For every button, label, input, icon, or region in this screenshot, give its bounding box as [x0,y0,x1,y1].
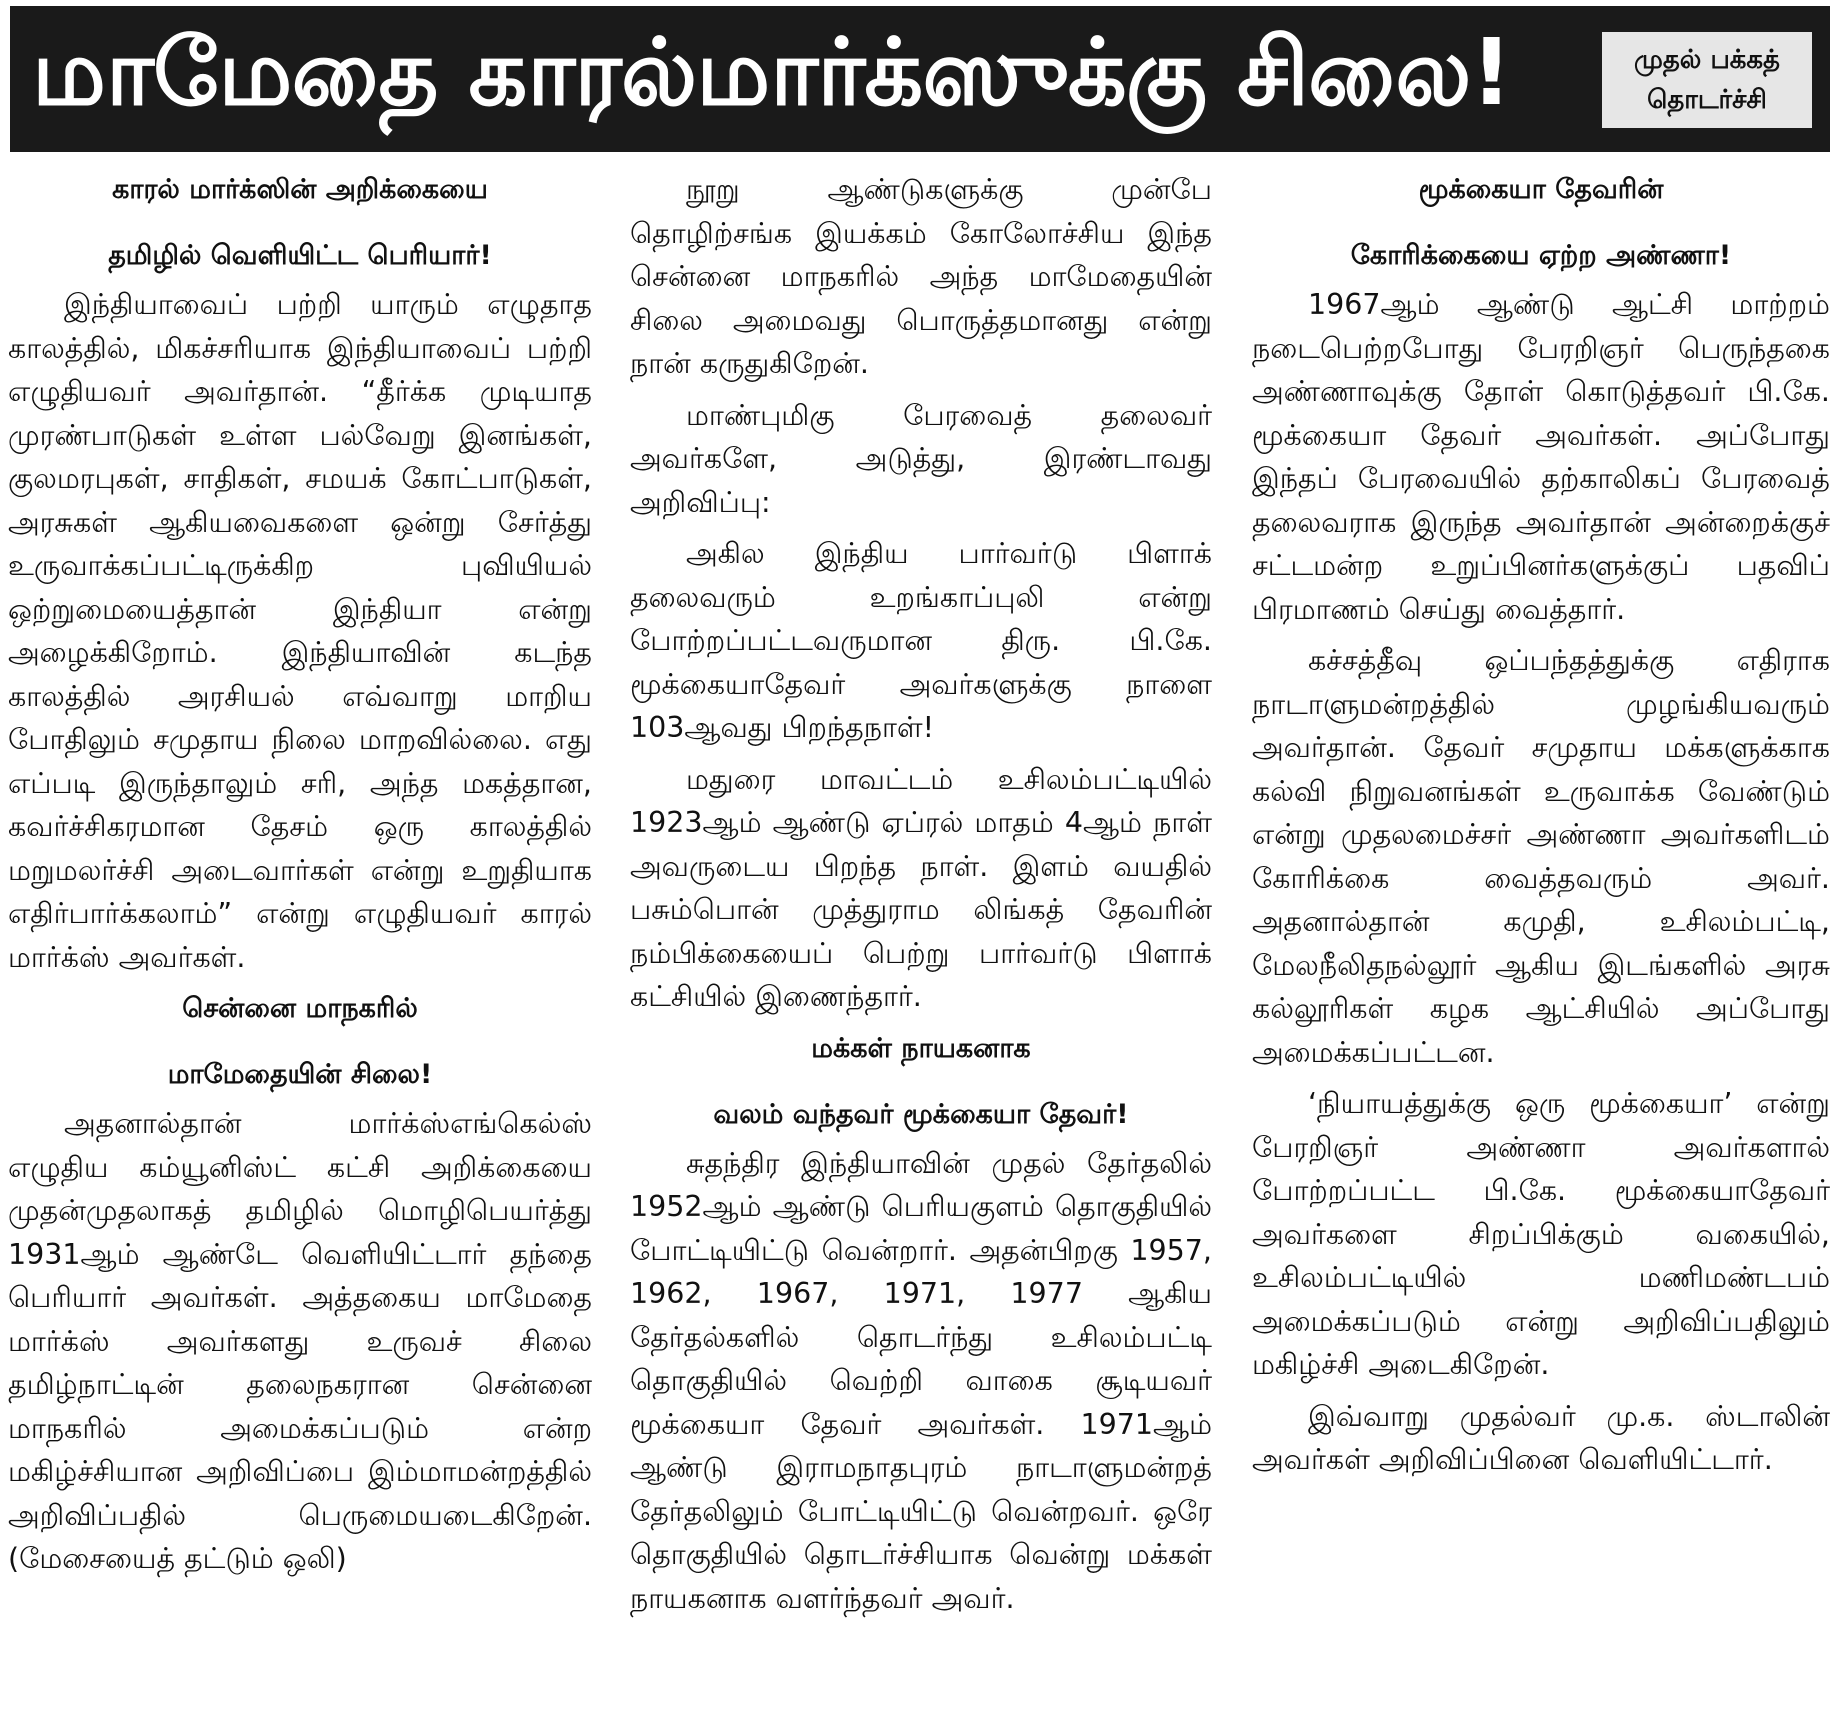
paragraph: அதனால்தான் மார்க்ஸ்எங்கெல்ஸ் எழுதிய கம்யூனிஸ்ட் கட்சி அறிக்கையை முதன்முதலாகத் தமிழில் மொழிபெயர்த்து 1931ஆம் ஆண்டே வெளியிட்டார் தந்தை பெரியார் அவர்கள். அத்தகைய மாமேதை மார்க்ஸ் அவர்களது உருவச் சிலை தமிழ்நாட்டின் தலைநகரான சென்னை மாநகரில் அமைக்கப்படும் என்ற மகிழ்ச்சியான அறிவிப்பை இம்மாமன்றத்தில் அறிவிப்பதில் பெருமையடைகிறேன். (மேசையைத் தட்டும் ஒலி) [8,1107,592,1575]
subheading-line2: மாமேதையின் சிலை! [167,1059,433,1090]
continuation-line2: தொடர்ச்சி [1647,85,1767,115]
paragraph: சுதந்திர இந்தியாவின் முதல் தேர்தலில் 1952ஆம் ஆண்டு பெரியகுளம் தொகுதியில் போட்டியிட்டு வென்றார். அதன்பிறகு 1957, 1962, 1967, 1971, 1977 ஆகிய தேர்தல்களில் தொடர்ந்து உசிலம்பட்டி தொகுதியில் வெற்றி வாகை சூடியவர் மூக்கையா தேவர் அவர்கள். 1971ஆம் ஆண்டு இராமநாதபுரம் நாடாளுமன்றத் தேர்தலிலும் போட்டியிட்டு வென்றவர். ஒரே தொகுதியில் தொடர்ச்சியாக வென்று மக்கள் நாயகனாக வளர்ந்தவர் அவர். [630,1146,1212,1615]
subheading-line1: சென்னை மாநகரில் [182,993,418,1024]
subheading [630,1027,1212,1136]
paragraph: நூறு ஆண்டுகளுக்கு முன்பே தொழிற்சங்க இயக்கம் கோலோச்சிய இந்த சென்னை மாநகரில் அந்த மாமேதையின் சிலை அமைவது பொருத்தமானது என்று நான் கருதுகிறேன். [630,173,1212,380]
subheading [8,987,592,1096]
subheading-line1: காரல் மார்க்ஸின் அறிக்கையை [112,174,488,205]
headline-banner [10,6,1830,152]
subheading-line2: வலம் வந்தவர் மூக்கையா தேவர்! [713,1098,1129,1130]
column-3 [1252,168,1830,1490]
paragraph: ‘நியாயத்துக்கு ஒரு மூக்கையா’ என்று பேரறிஞர் அண்ணா அவர்களால் போற்றப்பட்ட பி.கே. மூக்கையாதேவர் அவர்களை சிறப்பிக்கும் வகையில், உசிலம்பட்டியில் மணிமண்டபம் அமைக்கப்படும் என்று அறிவிப்பதிலும் மகிழ்ச்சி அடைகிறேன். [1252,1087,1830,1381]
paragraph: கச்சத்தீவு ஒப்பந்தத்துக்கு எதிராக நாடாளுமன்றத்தில் முழங்கியவரும் அவர்தான். தேவர் சமுதாய மக்களுக்காக கல்வி நிறுவனங்கள் உருவாக்க வேண்டும் என்று முதலமைச்சர் அண்ணா அவர்களிடம் கோரிக்கை வைத்தவரும் அவர். அதனால்தான் கமுதி, உசிலம்பட்டி, மேலநீலிதநல்லூர் ஆகிய இடங்களில் அரசு கல்லூரிகள் கழக ஆட்சியில் அப்போது அமைக்கப்பட்டன. [1252,644,1830,1069]
paragraph: 1967ஆம் ஆண்டு ஆட்சி மாற்றம் நடைபெற்றபோது பேரறிஞர் பெருந்தகை அண்ணாவுக்கு தோள் கொடுத்தவர் பி.கே. மூக்கையா தேவர் அவர்கள். அப்போது இந்தப் பேரவையில் தற்காலிகப் பேரவைத் தலைவராக இருந்த அவர்தான் அன்றைக்குச் சட்டமன்ற உறுப்பினர்களுக்குப் பதவிப் பிரமாணம் செய்து வைத்தார். [1252,288,1830,626]
subheading [1252,168,1830,277]
paragraph: இவ்வாறு முதல்வர் மு.க. ஸ்டாலின் அவர்கள் அறிவிப்பினை வெளியிட்டார். [1252,1399,1830,1476]
subheading-line1: மூக்கையா தேவரின் [1418,174,1664,205]
paragraph: அகில இந்திய பார்வர்டு பிளாக் தலைவரும் உறங்காப்புலி என்று போற்றப்பட்டவருமான திரு. பி.கே. மூக்கையாதேவர் அவர்களுக்கு நாளை 103ஆவது பிறந்தநாள்! [630,537,1212,744]
paragraph: மதுரை மாவட்டம் உசிலம்பட்டியில் 1923ஆம் ஆண்டு ஏப்ரல் மாதம் 4ஆம் நாள் அவருடைய பிறந்த நாள். இளம் வயதில் பசும்பொன் முத்துராம லிங்கத் தேவரின் நம்பிக்கையைப் பெற்று பார்வர்டு பிளாக் கட்சியில் இணைந்தார். [630,762,1212,1013]
column-1 [8,168,592,1589]
subheading-line1: மக்கள் நாயகனாக [811,1032,1031,1064]
headline: மாமேதை காரல்மார்க்ஸுக்கு சிலை! [32,19,1512,126]
paragraph: இந்தியாவைப் பற்றி யாரும் எழுதாத காலத்தில், மிகச்சரியாக இந்தியாவைப் பற்றி எழுதியவர் அவர்தான். “தீர்க்க முடியாத முரண்பாடுகள் உள்ள பல்வேறு இனங்கள், குலமரபுகள், சாதிகள், சமயக் கோட்பாடுகள், அரசுகள் ஆகியவைகளை ஒன்று சேர்த்து உருவாக்கப்பட்டிருக்கிற புவியியல் ஒற்றுமையைத்தான் இந்தியா என்று அழைக்கிறோம். இந்தியாவின் கடந்த காலத்தில் அரசியல் எவ்வாறு மாறிய போதிலும் சமுதாய நிலை மாறவில்லை. எது எப்படி இருந்தாலும் சரி, அந்த மகத்தான, கவர்ச்சிகரமான தேசம் ஒரு காலத்தில் மறுமலர்ச்சி அடைவார்கள் என்று உறுதியாக எதிர்பார்க்கலாம்” என்று எழுதியவர் காரல் மார்க்ஸ் அவர்கள். [8,288,592,974]
subheading-line2: தமிழில் வெளியிட்ட பெரியார்! [108,240,492,271]
continuation-box [1602,32,1812,128]
continuation-line1: முதல் பக்கத் [1634,45,1780,75]
subheading-line2: கோரிக்கையை ஏற்ற அண்ணா! [1350,240,1732,271]
column-2 [630,168,1212,1628]
paragraph: மாண்புமிகு பேரவைத் தலைவர் அவர்களே, அடுத்து, இரண்டாவது அறிவிப்பு: [630,398,1212,519]
subheading [8,168,592,277]
